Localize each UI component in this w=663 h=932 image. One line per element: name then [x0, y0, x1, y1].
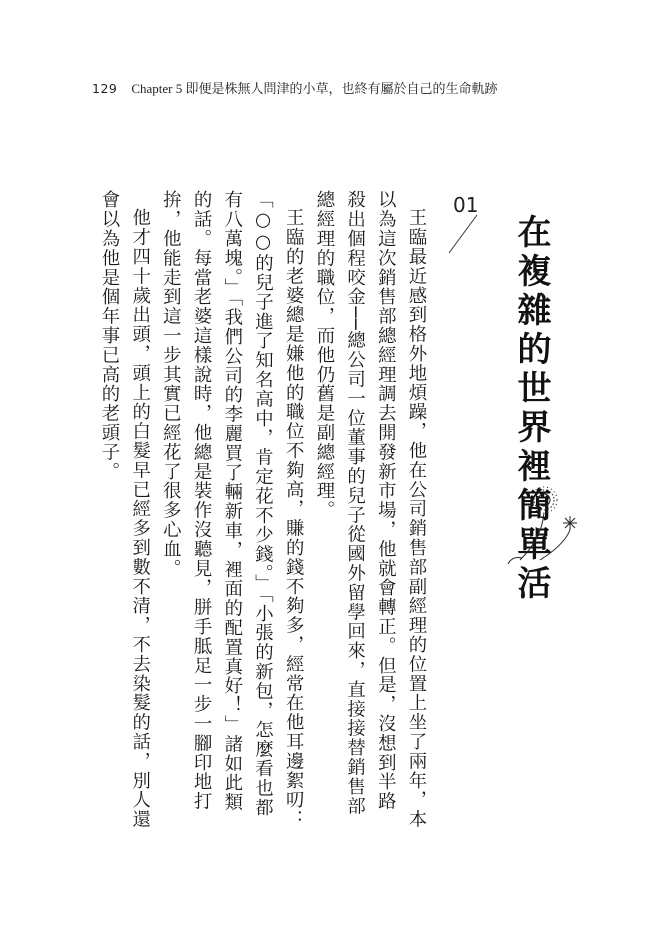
paragraph: 王臨的老婆總是嫌他的職位不夠高，賺的錢不夠多，經常在他耳邊絮叨：「○○的兒子進了知名高中，肯定花不少錢。」「小張的新包，怎麼看也都有八萬塊。」「我們公司的李麗買了輛新車，裡面的配置真好！」諸如此類的話。每當老婆這樣說時，他總是裝作沒聽見，胼手胝足一步一腳印地打拚，他能走到這一步其實已經花了很多心血。: [160, 190, 305, 830]
dandelion-illustration-icon: [500, 480, 600, 570]
paragraph: 他才四十歲出頭，頭上的白髮早已經多到數不清，不去染髮的話，別人還會以為他是個年事已高的老頭子。: [98, 190, 151, 830]
body-text: [93, 190, 431, 830]
page-number: 129: [92, 81, 118, 96]
section-number: 01: [453, 193, 479, 217]
paragraph: 王臨最近感到格外地煩躁，他在公司銷售部副經理的位置上坐了兩年，本以為這次銷售部總經理調去開發新市場，他就會轉正。但是，沒想到半路殺出個程咬金──總公司一位董事的兒子從國外留學回來，直接接替銷售部總經理的職位，而他仍舊是副總經理。: [313, 190, 427, 830]
chapter-title: Chapter 5 即便是株無人問津的小草，也終有屬於自己的生命軌跡: [131, 81, 498, 96]
slash-divider-icon: [445, 212, 481, 256]
running-header: [92, 78, 612, 97]
section-title: 在複雜的世界裡簡單活: [511, 214, 551, 604]
